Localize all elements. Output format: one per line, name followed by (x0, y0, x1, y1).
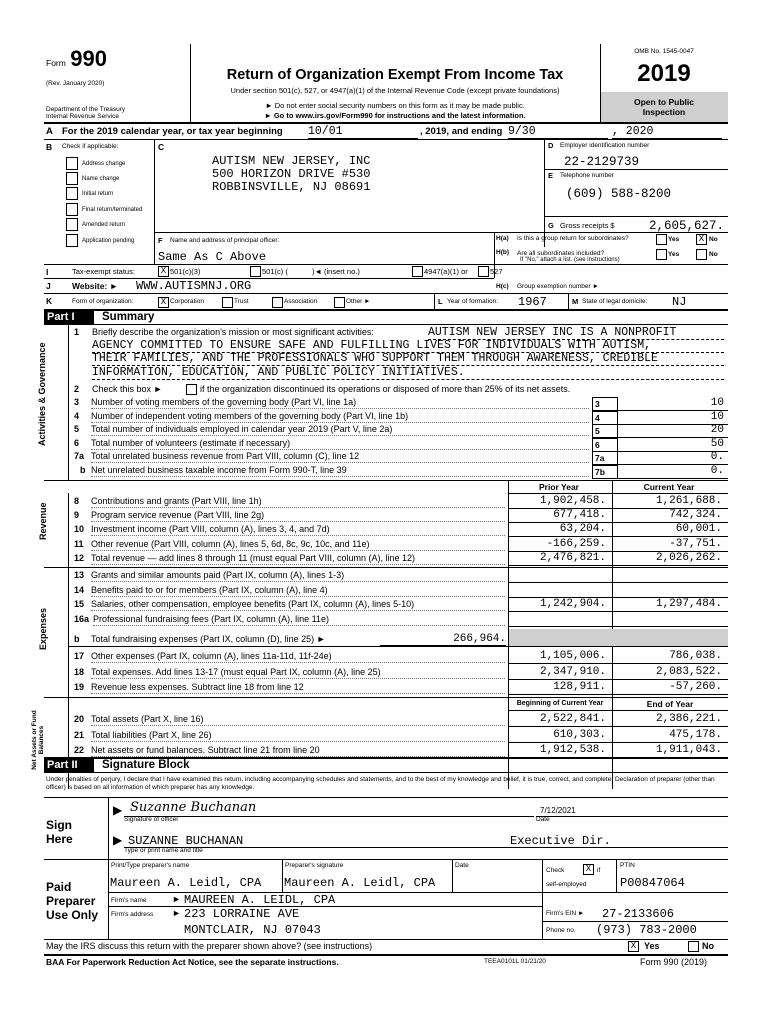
tax-year-end-year: , 2020 (612, 125, 722, 139)
net-assets-line-prior-value[interactable]: 2,522,841. (539, 713, 606, 725)
hc-label: H(c) (496, 283, 509, 290)
expense-line-number: 16a (74, 614, 90, 624)
net-assets-line-prior-value[interactable]: 1,912,538. (539, 744, 606, 756)
revenue-line-current-value[interactable]: -37,751. (669, 538, 722, 550)
officer-heading: Name and address of principal officer: (170, 237, 280, 244)
phone-heading: Telephone number (560, 172, 614, 179)
irs-service: Internal Revenue Service (46, 113, 119, 120)
gov-line-value[interactable]: 0. (710, 465, 724, 477)
section-c-label: C (158, 142, 165, 152)
form-number: 990 (70, 46, 108, 71)
section-b-checkbox[interactable] (66, 203, 78, 216)
hb-no-label: No (709, 251, 718, 258)
firm-name-arrow: ► (172, 894, 181, 904)
section-b-item-label: Amended return (82, 222, 126, 228)
line1-number: 1 (74, 327, 80, 337)
gov-line-box: 7a (592, 451, 618, 465)
side-label-revenue: Revenue (38, 502, 48, 540)
expense-total-line-number: 19 (74, 682, 85, 692)
form-code: TEEA0101L 01/21/20 (484, 958, 546, 965)
revenue-line-current-value[interactable]: 742,324. (669, 509, 722, 521)
ha-yes-checkbox[interactable] (656, 234, 667, 245)
gov-line-number: 7a (74, 451, 85, 461)
line16b-shaded (509, 629, 728, 646)
org-association-checkbox[interactable] (272, 297, 283, 308)
ha-yes-label: Yes (668, 236, 680, 243)
hb-text: Are all subordinates included? (517, 250, 605, 257)
firm-ein-value[interactable]: 27-2133606 (602, 907, 675, 921)
form-title: Return of Organization Exempt From Income Tax (226, 67, 564, 83)
line1-text: Briefly describe the organization's mission or most significant activities: (92, 327, 374, 337)
revenue-line-number: 11 (74, 539, 84, 549)
revenue-line-current-value[interactable]: 60,001. (675, 523, 722, 535)
line-a-mid: , 2019, and ending (420, 126, 503, 137)
section-b-checkbox[interactable] (66, 234, 78, 247)
section-b-item-label: Application pending (82, 238, 135, 244)
line-l-label: L (438, 297, 443, 306)
status-501c3-checkbox[interactable]: X (158, 266, 169, 277)
revenue-line-number: 12 (74, 553, 85, 563)
gov-line-number: 4 (74, 411, 80, 421)
ha-no-label: No (709, 236, 718, 243)
firm-address-label: Firm's address (111, 911, 154, 918)
line-a-text: For the 2019 calendar year, or tax year beginning (62, 126, 283, 137)
revenue-line-rule (508, 565, 728, 566)
instructions-link[interactable]: ► Go to www.irs.gov/Form990 for instructions and the latest information. (264, 111, 526, 120)
status-4947-checkbox[interactable] (412, 266, 423, 277)
ssn-warning: ► Do not enter social security numbers on this form as it may be made public. (265, 101, 525, 110)
net-assets-line-rule (508, 726, 728, 727)
form-of-org-label: Form of organization: (72, 298, 134, 305)
mission-line-3: THEIR FAMILIES, AND THE PROFESSIONALS WHO SUPPORT THEM THROUGH AWARENESS, CREDIBLE (92, 352, 724, 366)
status-501c-label: 501(c) ( (262, 267, 288, 276)
phone-no-label: Phone no. (546, 927, 576, 934)
line-i-label: I (46, 267, 49, 277)
hb-yes-checkbox[interactable] (656, 249, 667, 260)
mission-line-2: AGENCY COMMITTED TO ENSURE SAFE AND FULFILLING LIVES FOR INDIVIDUALS WITH AUTISM, (92, 339, 724, 353)
baa-notice: BAA For Paperwork Reduction Act Notice, see the separate instructions. (46, 957, 339, 967)
section-b-item-label: Final return/terminated (82, 207, 143, 213)
firm-ein-label: Firm's EIN ► (546, 910, 585, 917)
discuss-question: May the IRS discuss this return with the preparer shown above? (see instructions) (46, 941, 373, 951)
ha-no-checkbox[interactable]: X (696, 234, 707, 245)
discontinued-checkbox[interactable] (186, 384, 197, 395)
expense-line-rule (508, 626, 728, 627)
revenue-line-number: 10 (74, 524, 85, 534)
part1-title: Summary (102, 311, 155, 323)
sign-label: Sign (46, 818, 72, 832)
expense-total-line-prior-value[interactable]: 2,347,910. (539, 666, 606, 678)
self-employed-checkbox[interactable]: X (583, 864, 594, 875)
expense-total-line-text: Revenue less expenses. Subtract line 18 from line 12 (91, 682, 505, 694)
department: Department of the Treasury (46, 106, 126, 113)
gov-line-box: 3 (592, 397, 618, 411)
gov-line-text: Number of independent voting members of the governing body (Part VI, line 1b) (91, 411, 589, 423)
net-assets-line-text: Total assets (Part X, line 16) (91, 714, 505, 726)
expense-line-text: Professional fundraising fees (Part IX, column (A), line 11e) (93, 614, 505, 626)
open-public-line2: Inspection (642, 107, 686, 117)
gov-line-number: 3 (74, 397, 80, 407)
gov-line-number: 6 (74, 438, 80, 448)
ptin-label: PTIN (620, 862, 635, 869)
line2-text: Check this box ► (92, 384, 163, 394)
section-b-label: B (46, 142, 53, 152)
if-label: if (597, 867, 601, 874)
here-label: Here (46, 832, 73, 846)
expense-total-line-current-value[interactable]: -57,260. (669, 681, 722, 693)
status-527-checkbox[interactable] (478, 266, 489, 277)
revenue-line-current-value[interactable]: 2,026,262. (655, 552, 722, 564)
hb-label: H(b) (496, 249, 509, 256)
revenue-line-current-value[interactable]: 1,261,688. (655, 495, 722, 507)
org-other-label: Other ► (346, 298, 371, 305)
officer-title: Executive Dir. (510, 834, 611, 848)
part1-label: Part I (47, 311, 75, 323)
gross-receipts-value[interactable]: 2,605,627. (648, 219, 724, 233)
form-word: Form (46, 58, 66, 68)
expense-total-line-prior-value[interactable]: 128,911. (553, 681, 606, 693)
gov-line-text: Total number of volunteers (estimate if necessary) (91, 438, 589, 450)
gov-line-box: 6 (592, 438, 618, 452)
line-i-text: Tax-exempt status: (72, 267, 135, 276)
section-b-heading: Check if applicable: (62, 143, 119, 150)
gov-line-text: Total number of individuals employed in calendar year 2019 (Part V, line 2a) (91, 424, 589, 436)
form-label (46, 46, 107, 72)
revenue-line-prior-value[interactable]: -166,259. (546, 538, 606, 550)
hb-yes-label: Yes (668, 251, 680, 258)
phone-value[interactable]: (609) 588-8200 (566, 187, 672, 201)
section-b-item-label: Name change (82, 176, 120, 182)
expense-total-line-current-value[interactable]: 786,038. (669, 650, 722, 662)
form-subtitle: Under section 501(c), 527, or 4947(a)(1) of the Internal Revenue Code (except private foundations) (230, 86, 560, 95)
expense-line-number: 15 (74, 599, 85, 609)
paid-label: Paid (46, 880, 72, 894)
check-label: Check (546, 867, 565, 874)
expense-total-line-number: 17 (74, 651, 85, 661)
hb-note: If "No," attach a list. (see instructions) (520, 257, 620, 263)
status-501c-checkbox[interactable] (250, 266, 261, 277)
gov-line-box: 7b (592, 465, 618, 479)
firm-name-value: MAUREEN A. LEIDL, CPA (184, 893, 336, 907)
gov-line-value[interactable]: 10 (710, 397, 724, 409)
expense-line-text: Salaries, other compensation, employee benefits (Part IX, column (A), lines 5-10) (91, 599, 505, 611)
revision-date: (Rev. January 2020) (46, 80, 105, 87)
firm-name-label: Firm's name (111, 897, 147, 904)
net-assets-line-current-value[interactable]: 2,386,221. (655, 713, 722, 725)
section-b-item-label: Initial return (82, 191, 114, 197)
col-end-year: End of Year (646, 699, 694, 709)
preparer-name-label: Print/Type preparer's name (111, 862, 190, 869)
org-name: AUTISM NEW JERSEY, INC (212, 154, 371, 168)
gov-line-number: 5 (74, 424, 80, 434)
principal-officer: Same As C Above (158, 250, 267, 264)
section-e-label: E (548, 171, 554, 180)
gross-receipts-heading: Gross receipts $ (560, 221, 615, 230)
sign-arrow-2: ▶ (113, 833, 123, 847)
expense-total-line-text: Other expenses (Part IX, column (A), lines 11a-11d, 11f-24e) (91, 651, 505, 663)
expense-total-line-number: 18 (74, 667, 85, 677)
net-assets-line-number: 22 (74, 745, 85, 755)
expense-line-number: 13 (74, 570, 85, 580)
state-domicile-value: NJ (672, 295, 687, 309)
expense-line-rule (508, 582, 728, 583)
signature-label: Signature of officer (124, 816, 179, 823)
mission-line-4: INFORMATION, EDUCATION, AND PUBLIC POLICY INITIATIVES. (92, 366, 724, 380)
ein-value[interactable]: 22-2129739 (564, 155, 640, 169)
status-501c3-label: 501(c)(3) (170, 267, 201, 276)
side-label-net-assets: Net Assets or Fund Balances (31, 710, 45, 770)
signature-date: 7/12/2021 (540, 806, 576, 815)
tax-year-begin[interactable]: 10/01 (308, 125, 418, 139)
col-prior-year: Prior Year (538, 482, 579, 492)
revenue-line-prior-value[interactable]: 63,204. (559, 523, 606, 535)
section-b-checkbox[interactable] (66, 157, 78, 170)
net-assets-line-prior-value[interactable]: 610,303. (553, 729, 606, 741)
revenue-line-text: Program service revenue (Part VIII, line 2g) (91, 510, 505, 522)
gov-line-value[interactable]: 20 (710, 424, 724, 436)
org-association-label: Association (284, 298, 318, 305)
status-527-label: 527 (490, 267, 503, 276)
hc-text: Group exemption number ► (517, 283, 599, 290)
ptin-value[interactable]: P00847064 (620, 876, 685, 890)
col-begin-year: Beginning of Current Year (516, 700, 604, 707)
mission-line-1: AUTISM NEW JERSEY INC IS A NONPROFIT (428, 326, 724, 340)
gov-line-value[interactable]: 10 (710, 411, 724, 423)
part2-label: Part II (47, 759, 78, 771)
perjury-statement: Under penalties of perjury, I declare that I have examined this return, including accompanying schedules and statements, and to the best of my knowledge and belief, it is true, correct, and complete. Declaration of preparer (other than officer) is based on all information of which preparer has any knowledge. (46, 776, 715, 791)
net-assets-line-text: Total liabilities (Part X, line 26) (91, 730, 505, 742)
net-assets-line-text: Net assets or fund balances. Subtract line 21 from line 20 (91, 745, 505, 757)
gov-line-text: Number of voting members of the governing body (Part VI, line 1a) (91, 397, 589, 409)
self-employed-label: self-employed (546, 881, 587, 888)
discuss-yes-label: Yes (644, 941, 660, 951)
hb-no-checkbox[interactable] (696, 249, 707, 260)
status-4947-label: 4947(a)(1) or (424, 267, 468, 276)
revenue-line-prior-value[interactable]: 677,418. (553, 509, 606, 521)
expense-line-text: Benefits paid to or for members (Part IX, column (A), line 4) (91, 585, 505, 597)
line2-text2: if the organization discontinued its operations or disposed of more than 25% of its net assets. (200, 384, 571, 394)
preparer-sig-label: Preparer's signature (285, 862, 344, 869)
col-current-year: Current Year (643, 482, 695, 492)
part2-title: Signature Block (102, 759, 190, 771)
revenue-line-number: 8 (74, 496, 80, 506)
gov-line-text: Net unrelated business taxable income from Form 990-T, line 39 (91, 465, 589, 477)
expense-line-rule (508, 611, 728, 612)
date-label: Date (536, 816, 550, 823)
org-address1: 500 HORIZON DRIVE #530 (212, 167, 371, 181)
net-assets-line-current-value[interactable]: 1,911,043. (655, 744, 722, 756)
preparer-name[interactable]: Maureen A. Leidl, CPA (110, 876, 262, 890)
expense-total-line-current-value[interactable]: 2,083,522. (655, 666, 722, 678)
sign-arrow-1: ▶ (113, 803, 123, 817)
org-trust-checkbox[interactable] (222, 297, 233, 308)
ein-heading: Employer identification number (560, 142, 650, 149)
tax-year: 2019 (637, 60, 691, 87)
expense-total-line-prior-value[interactable]: 1,105,006. (539, 650, 606, 662)
section-b-checkbox[interactable] (66, 172, 78, 185)
officer-name: SUZANNE BUCHANAN (128, 834, 244, 848)
preparer-date-label: Date (455, 862, 469, 869)
section-b-item-label: Address change (82, 161, 126, 167)
firm-address-arrow: ► (172, 908, 181, 918)
revenue-line-prior-value[interactable]: 2,476,821. (539, 552, 606, 564)
expense-total-line-rule (508, 679, 728, 680)
line16b-text: Total fundraising expenses (Part IX, column (D), line 25) ► (91, 634, 326, 644)
expense-total-line-rule (508, 694, 728, 695)
firm-address-line1: 223 LORRAINE AVE (184, 907, 300, 921)
discuss-no-label: No (702, 941, 714, 951)
website-value[interactable]: WWW.AUTISMNJ.ORG (136, 279, 252, 293)
section-b-checkbox[interactable] (66, 187, 78, 200)
revenue-line-number: 9 (74, 510, 80, 520)
line-a-label: A (46, 126, 53, 137)
year-formation-label: Year of formation: (447, 298, 499, 305)
expense-line-number: 14 (74, 585, 85, 595)
expense-total-line-text: Total expenses. Add lines 13-17 (must equal Part IX, column (A), line 25) (91, 667, 505, 679)
officer-signature[interactable]: Suzanne Buchanan (130, 800, 257, 815)
form-reference: Form 990 (2019) (640, 957, 708, 967)
side-label-activities: Activities & Governance (37, 342, 47, 446)
org-corporation-checkbox[interactable]: X (158, 297, 169, 308)
preparer-signature[interactable]: Maureen A. Leidl, CPA (284, 876, 436, 890)
line-m-label: M (572, 297, 579, 306)
section-d-label: D (548, 141, 554, 150)
discuss-yes-checkbox[interactable]: X (628, 941, 639, 952)
ha-label: H(a) (496, 235, 509, 242)
discuss-no-checkbox[interactable] (688, 941, 699, 952)
year-formation-value: 1967 (518, 295, 547, 309)
revenue-line-text: Total revenue — add lines 8 through 11 (must equal Part VIII, column (A), line 12) (91, 553, 505, 565)
net-assets-line-number: 20 (74, 714, 85, 724)
org-trust-label: Trust (234, 298, 249, 305)
status-501c-insert: )◄ (insert no.) (312, 267, 360, 276)
tax-year-end[interactable]: 9/30 (508, 125, 608, 139)
gov-line-value[interactable]: 50 (710, 438, 724, 450)
net-assets-line-rule (508, 742, 728, 743)
line2-number: 2 (74, 384, 80, 394)
revenue-line-text: Contributions and grants (Part VIII, line 1h) (91, 496, 505, 508)
revenue-line-text: Investment income (Part VIII, column (A), lines 3, 4, and 7d) (91, 524, 505, 536)
omb-number: OMB No. 1545-0047 (634, 48, 694, 55)
line16b-value[interactable]: 266,964. (380, 633, 506, 646)
gov-line-number: b (80, 465, 86, 475)
org-address2: ROBBINSVILLE, NJ 08691 (212, 180, 371, 194)
expense-line-prior-value[interactable]: 1,242,904. (539, 598, 606, 610)
firm-address-line2: MONTCLAIR, NJ 07043 (184, 923, 321, 937)
state-domicile-label: State of legal domicile: (582, 298, 648, 305)
gov-line-rule (618, 478, 728, 479)
section-f-label: F (158, 236, 163, 245)
name-title-label: Type or print name and title (124, 847, 203, 854)
section-b-checkbox[interactable] (66, 218, 78, 231)
line-k-label: K (46, 296, 53, 306)
revenue-line-rule (508, 536, 728, 537)
section-g-label: G (548, 221, 554, 230)
preparer-label: Preparer (46, 894, 96, 908)
preparer-phone[interactable]: (973) 783-2000 (596, 923, 697, 937)
gov-line-text: Total unrelated business revenue from Part VIII, column (C), line 12 (91, 451, 589, 463)
revenue-line-prior-value[interactable]: 1,902,458. (539, 495, 606, 507)
line-j-label: J (46, 281, 51, 291)
open-public-line1: Open to Public (634, 97, 694, 107)
ha-text: Is this a group return for subordinates? (517, 235, 629, 242)
side-label-expenses: Expenses (38, 607, 48, 651)
use-only-label: Use Only (46, 908, 99, 922)
website-label: Website: ► (72, 281, 119, 291)
org-corporation-label: Corporation (170, 298, 204, 305)
expense-line-current-value[interactable]: 1,297,484. (655, 598, 722, 610)
net-assets-line-number: 21 (74, 730, 85, 740)
revenue-line-text: Other revenue (Part VIII, column (A), lines 5, 6d, 8c, 9c, 10c, and 11e) (91, 539, 505, 551)
gov-line-value[interactable]: 0. (710, 451, 724, 463)
org-other-checkbox[interactable] (334, 297, 345, 308)
expense-line-text: Grants and similar amounts paid (Part IX, column (A), lines 1-3) (91, 570, 505, 582)
line16b-number: b (74, 634, 80, 644)
gov-line-box: 5 (592, 424, 618, 438)
gov-line-box: 4 (592, 411, 618, 425)
expense-total-line-rule (508, 663, 728, 664)
net-assets-line-current-value[interactable]: 475,178. (669, 729, 722, 741)
